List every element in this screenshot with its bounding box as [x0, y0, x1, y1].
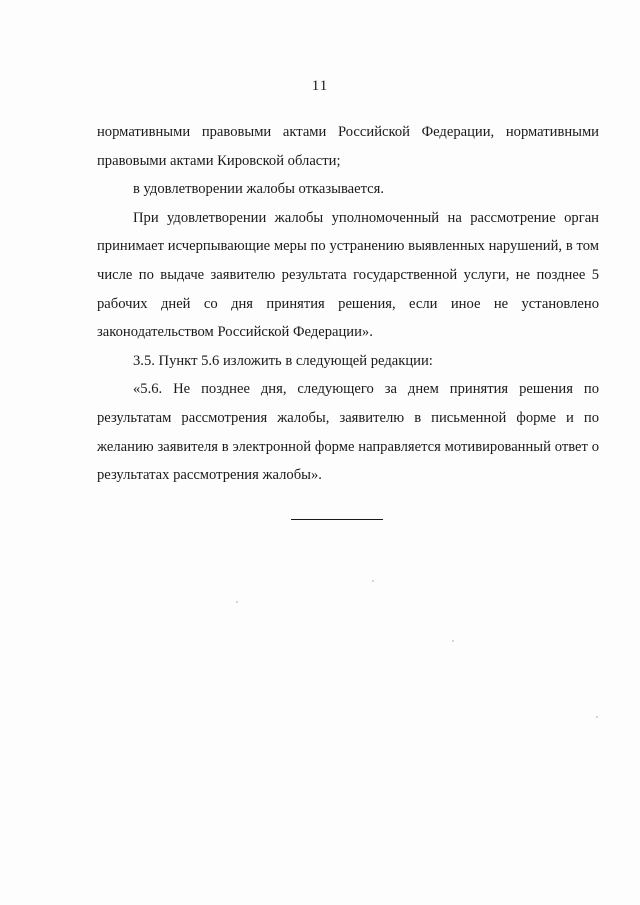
paragraph-clause-5-6: «5.6. Не позднее дня, следующего за днем принятия решения по результатам рассмотрения жалобы, заявителю в письменной форме и по желанию заявителя в электронной форме направляется мотивированный ответ о результатах рассмотрения жалобы». — [97, 381, 599, 484]
scan-speck — [372, 580, 374, 582]
paragraph-refusal: в удовлетворении жалобы отказывается. — [133, 181, 385, 198]
paragraph-satisfaction-measures: При удовлетворении жалобы уполномоченный на рассмотрение орган принимает исчерпывающие меры по устранению выявленных нарушений, в том числе по выдаче заявителю результата государственной услуги, не позднее 5 рабочих дней со дня принятия решения, если иное не установлено законодательством Российской Федерации». — [97, 209, 599, 341]
end-separator-line — [291, 519, 383, 520]
page-number: 11 — [311, 78, 329, 94]
scan-speck — [452, 640, 454, 642]
document-body — [97, 118, 599, 490]
scan-speck — [236, 601, 238, 603]
scan-speck — [596, 716, 598, 718]
paragraph-amendment-3-5: 3.5. Пункт 5.6 изложить в следующей редакции: — [133, 352, 433, 369]
paragraph-continuation: нормативными правовыми актами Российской Федерации, нормативными правовыми актами Кировской области; — [97, 124, 599, 169]
